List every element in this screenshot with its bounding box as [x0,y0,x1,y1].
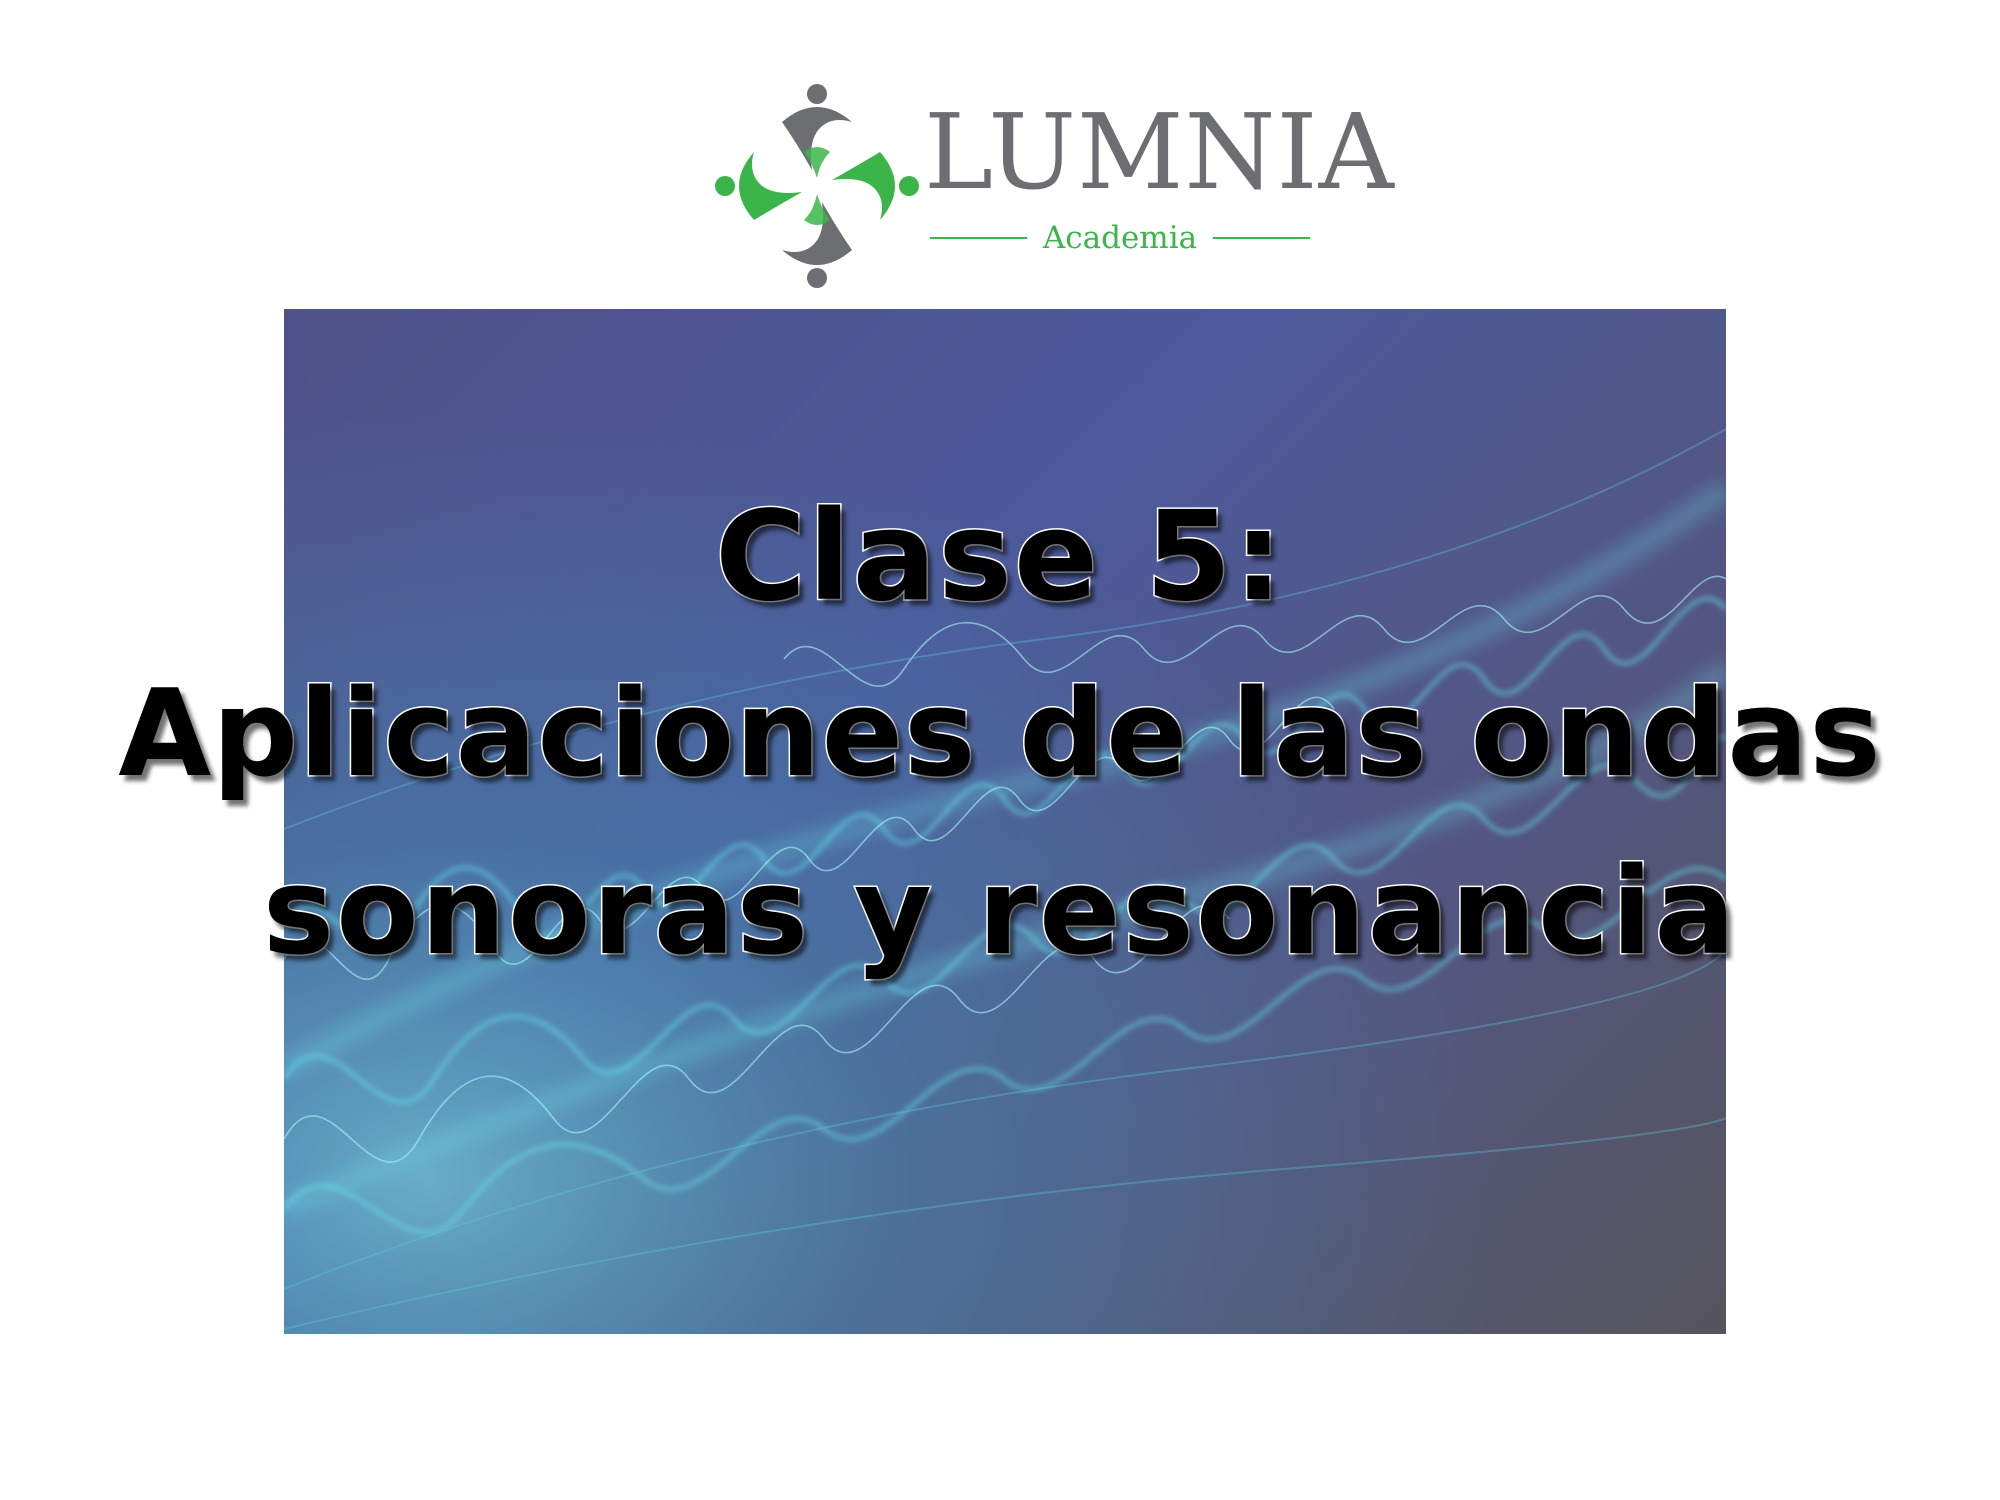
lumnia-emblem-icon [712,82,922,290]
title-line-3: sonoras y resonancia [262,843,1738,982]
subtitle-right-rule [1213,237,1310,239]
brand-subtitle-row [930,220,1310,256]
brand-subtitle: Academia [1042,220,1198,256]
subtitle-left-rule [930,237,1027,239]
lumnia-logo [712,82,1395,290]
title-line-1: Clase 5: [714,485,1286,629]
title-line-2: Aplicaciones de las ondas [118,665,1882,804]
brand-name: LUMNIA [924,91,1395,213]
slide-title [0,468,2000,1002]
